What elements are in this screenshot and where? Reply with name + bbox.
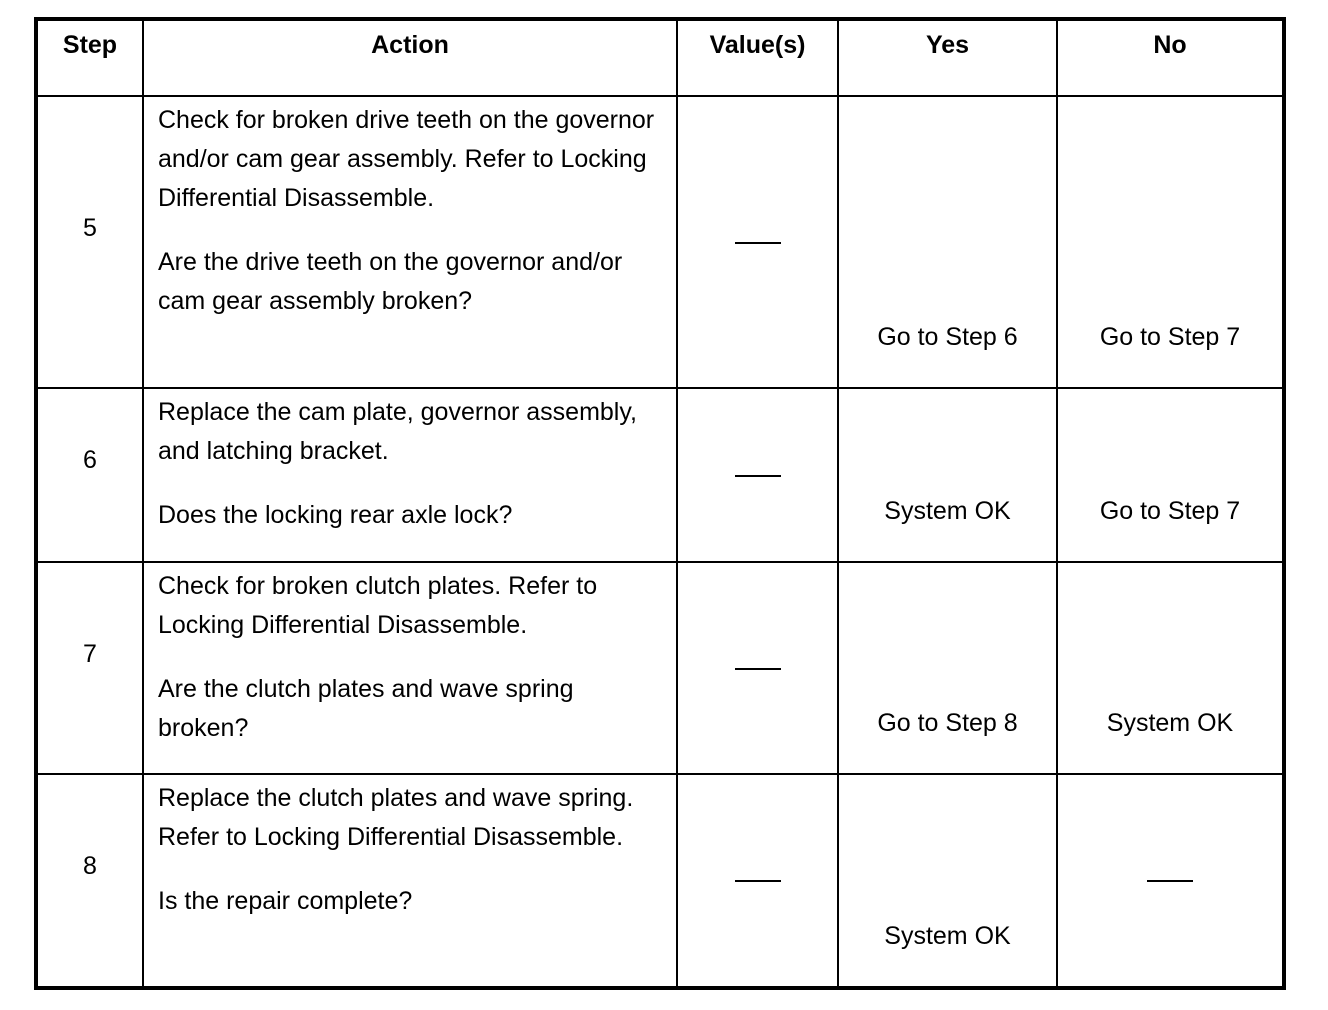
header-values: Value(s) — [677, 19, 838, 96]
table-row — [36, 96, 1284, 388]
dash-mark — [735, 242, 781, 244]
action-text: Check for broken drive teeth on the governor and/or cam gear assembly. Refer to Locking Differential Disassemble. — [158, 106, 655, 212]
header-yes: Yes — [838, 19, 1057, 96]
step-number: 5 — [36, 96, 143, 388]
header-no: No — [1057, 19, 1284, 96]
table-row — [36, 774, 1284, 988]
action-text: Check for broken clutch plates. Refer to Locking Differential Disassemble. — [158, 572, 598, 639]
action-cell — [143, 774, 677, 988]
dash-mark — [735, 880, 781, 882]
table-row — [36, 562, 1284, 774]
header-action: Action — [143, 19, 677, 96]
value-cell — [677, 774, 838, 988]
step-number: 8 — [36, 774, 143, 988]
table-row — [36, 388, 1284, 562]
no-result — [1057, 774, 1284, 988]
header-row — [36, 19, 1284, 96]
yes-result: Go to Step 8 — [838, 562, 1057, 774]
value-cell — [677, 96, 838, 388]
yes-result: System OK — [838, 388, 1057, 562]
step-number: 7 — [36, 562, 143, 774]
dash-mark — [735, 668, 781, 670]
value-cell — [677, 562, 838, 774]
action-cell — [143, 562, 677, 774]
no-result: System OK — [1057, 562, 1284, 774]
action-text: Replace the cam plate, governor assembly, and latching bracket. — [158, 398, 637, 465]
no-result: Go to Step 7 — [1057, 388, 1284, 562]
question-text: Does the locking rear axle lock? — [158, 501, 513, 529]
action-cell — [143, 388, 677, 562]
yes-result: System OK — [838, 774, 1057, 988]
question-text: Is the repair complete? — [158, 887, 413, 915]
value-cell — [677, 388, 838, 562]
dash-mark — [1147, 880, 1193, 882]
question-text: Are the drive teeth on the governor and/or cam gear assembly broken? — [158, 248, 623, 315]
diagnostic-table — [34, 17, 1286, 990]
no-result: Go to Step 7 — [1057, 96, 1284, 388]
yes-result: Go to Step 6 — [838, 96, 1057, 388]
header-step: Step — [36, 19, 143, 96]
action-cell — [143, 96, 677, 388]
dash-mark — [735, 475, 781, 477]
action-text: Replace the clutch plates and wave spring. Refer to Locking Differential Disassemble. — [158, 784, 634, 851]
question-text: Are the clutch plates and wave spring broken? — [158, 675, 574, 742]
step-number: 6 — [36, 388, 143, 562]
